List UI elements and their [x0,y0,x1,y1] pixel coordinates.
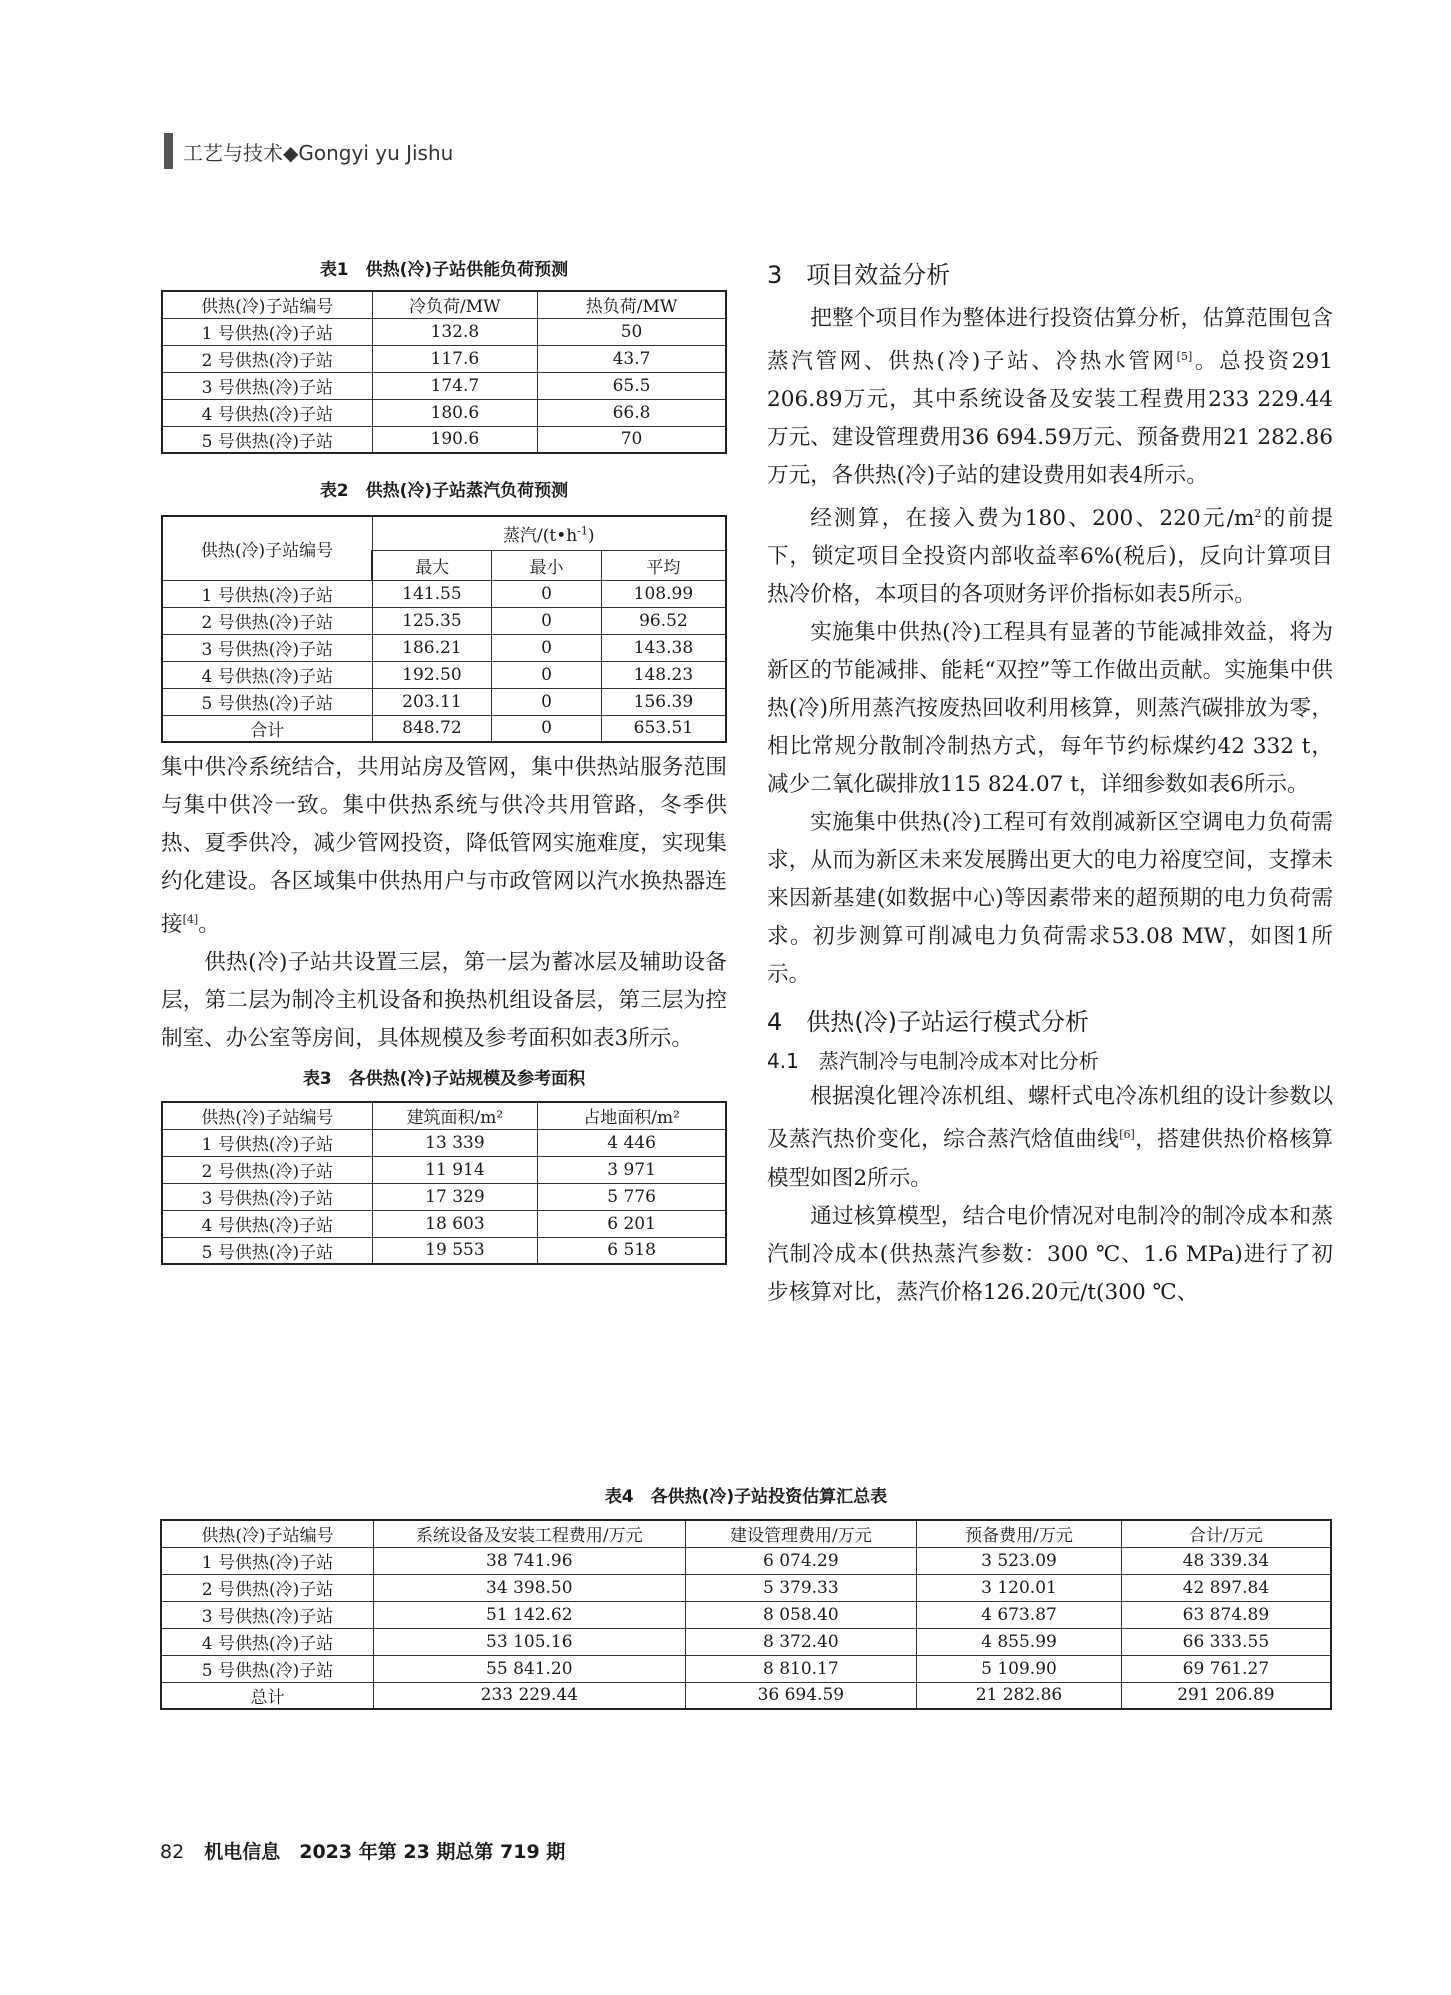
table-cell: 70 [538,426,726,453]
paragraph-text: 的前提下，锁定项目全投资内部收益率6%(税后)，反向计算项目热冷价格，本项目的各项财务评价指标如表5所示。 [767,506,1333,608]
table-cell: 5 号供热(冷)子站 [162,1237,372,1264]
table2-caption: 表2 供热(冷)子站蒸汽负荷预测 [319,481,569,501]
table-header-cell: 最大 [372,550,492,580]
table-cell: 4 673.87 [917,1601,1122,1628]
table-cell: 69 761.27 [1121,1655,1331,1682]
table3 [161,1101,727,1265]
table-cell: 5 379.33 [685,1574,917,1601]
table-cell: 141.55 [372,580,492,607]
table-cell: 3 号供热(冷)子站 [161,1601,374,1628]
table-header-cell: 建设管理费用/万元 [685,1520,917,1547]
table-cell: 0 [492,661,602,688]
citation: [4] [182,913,199,926]
table-row [162,715,726,742]
paragraph [767,300,1333,495]
table-cell: 8 058.40 [685,1601,917,1628]
table-cell: 55 841.20 [374,1655,685,1682]
table-cell: 5 号供热(冷)子站 [162,426,372,453]
table-cell: 1 号供热(冷)子站 [162,1129,372,1156]
table-row [162,1237,726,1264]
paragraph-text: 经测算，在接入费为180、200、220元/m [810,506,1255,532]
table-cell: 13 339 [372,1129,537,1156]
table4-caption: 表4 各供热(冷)子站投资估算汇总表 [604,1487,888,1507]
table-cell: 96.52 [601,607,726,634]
table-cell: 19 553 [372,1237,537,1264]
table-cell: 8 372.40 [685,1628,917,1655]
table-cell: 51 142.62 [374,1601,685,1628]
table-row [162,1129,726,1156]
table-cell: 186.21 [372,634,492,661]
right-column [767,255,1333,1312]
paragraph: 实施集中供热(冷)工程具有显著的节能减排效益，将为新区的节能减排、能耗“双控”等工作做出贡献。实施集中供热(冷)所用蒸汽按废热回收利用核算，则蒸汽碳排放为零，相比常规分散制冷制热方式，每年节约标煤约42 332 t，减少二氧化碳排放115 824.07 t，详细参数如表6所示。 [767,620,1333,798]
table-cell: 203.11 [372,688,492,715]
table-cell: 43.7 [538,345,726,372]
table-cell: 0 [492,580,602,607]
running-header [164,133,453,169]
table-row [162,372,726,399]
table-row [162,1156,726,1183]
table-cell: 1 号供热(冷)子站 [162,318,372,345]
table-cell: 190.6 [372,426,537,453]
table-cell: 53 105.16 [374,1628,685,1655]
table-cell: 180.6 [372,399,537,426]
table-row [161,1628,1331,1655]
table-cell: 2 号供热(冷)子站 [161,1574,374,1601]
table-row [162,426,726,453]
table-cell: 4 号供热(冷)子站 [162,399,372,426]
table-cell: 4 446 [538,1129,726,1156]
table-row [162,580,726,607]
table-cell: 50 [538,318,726,345]
table-cell: 63 874.89 [1121,1601,1331,1628]
table-cell: 38 741.96 [374,1547,685,1574]
table-cell: 653.51 [601,715,726,742]
page-number: 82 [160,1841,185,1863]
table-header-cell: 最小 [492,550,602,580]
table-cell: 36 694.59 [685,1682,917,1709]
table4-block [160,1482,1332,1710]
table-header-cell: 供热(冷)子站编号 [162,291,372,318]
table-cell: 4 号供热(冷)子站 [162,661,372,688]
table-row [162,399,726,426]
table-cell: 233 229.44 [374,1682,685,1709]
table-cell: 4 号供热(冷)子站 [161,1628,374,1655]
table-cell: 2 号供热(冷)子站 [162,607,372,634]
header-group-sup: -1 [577,524,588,538]
table-cell: 48 339.34 [1121,1547,1331,1574]
table-cell: 117.6 [372,345,537,372]
superscript: 2 [1254,507,1262,521]
table-cell: 3 523.09 [917,1547,1122,1574]
table-cell: 66 333.55 [1121,1628,1331,1655]
table-cell: 143.38 [601,634,726,661]
table-header-row [162,291,726,318]
table-cell: 156.39 [601,688,726,715]
table-cell: 3 号供热(冷)子站 [162,1183,372,1210]
paragraph: 通过核算模型，结合电价情况对电制冷的制冷成本和蒸汽制冷成本(供热蒸汽参数：300 ℃、1.6 MPa)进行了初步核算对比，蒸汽价格126.20元/t(300 ℃、 [767,1203,1333,1305]
table-header-group [372,516,726,550]
table-row [161,1655,1331,1682]
table-cell: 合计 [162,715,372,742]
table-row [162,661,726,688]
paragraph-text: 。 [198,912,220,938]
table-header-cell: 系统设备及安装工程费用/万元 [374,1520,685,1547]
table-cell: 5 号供热(冷)子站 [162,688,372,715]
table1-caption: 表1 供热(冷)子站供能负荷预测 [319,260,569,280]
table-row [161,1601,1331,1628]
table-header-cell: 建筑面积/m² [372,1102,537,1129]
left-body-text [161,749,727,1058]
table-row [161,1547,1331,1574]
table-header-cell: 冷负荷/MW [372,291,537,318]
table-cell: 8 810.17 [685,1655,917,1682]
table-cell: 132.8 [372,318,537,345]
table-cell: 17 329 [372,1183,537,1210]
table-row [162,1183,726,1210]
table-cell: 2 号供热(冷)子站 [162,1156,372,1183]
table3-caption: 表3 各供热(冷)子站规模及参考面积 [302,1069,586,1090]
table-cell: 0 [492,634,602,661]
table-header-cell: 热负荷/MW [538,291,726,318]
table-cell: 1 号供热(冷)子站 [162,580,372,607]
header-group-text: 蒸汽/(t•h [503,525,578,546]
table-cell: 3 号供热(冷)子站 [162,372,372,399]
table-cell: 3 971 [538,1156,726,1183]
table-cell: 1 号供热(冷)子站 [161,1547,374,1574]
table-cell: 6 518 [538,1237,726,1264]
table-header-cell: 供热(冷)子站编号 [162,1102,372,1129]
table-cell: 125.35 [372,607,492,634]
paragraph: 实施集中供热(冷)工程可有效削减新区空调电力负荷需求，从而为新区未来发展腾出更大的电力裕度空间，支撑未来因新基建(如数据中心)等因素带来的超预期的电力负荷需求。初步测算可削减电力负荷需求53.08 MW，如图1所示。 [767,810,1333,988]
table-cell: 6 074.29 [685,1547,917,1574]
table-header-cell: 供热(冷)子站编号 [162,516,372,580]
paragraph: 供热(冷)子站共设置三层，第一层为蓄冰层及辅助设备层，第二层为制冷主机设备和换热机组设备层，第三层为控制室、办公室等房间，具体规模及参考面积如表3所示。 [161,950,727,1052]
table-header-cell: 合计/万元 [1121,1520,1331,1547]
paragraph-text: 根据溴化锂冷冻机组、螺杆式电冷冻机组的设计参数以及蒸汽热价变化，综合蒸汽焓值曲线 [767,1084,1333,1153]
header-bar [164,133,173,169]
table-cell: 0 [492,688,602,715]
table-cell: 11 914 [372,1156,537,1183]
table-cell: 174.7 [372,372,537,399]
citation: [6] [1119,1128,1135,1142]
table2 [161,515,727,743]
section-4-title: 4 供热(冷)子站运行模式分析 [767,1008,1089,1037]
left-column [161,255,727,1265]
table-cell: 34 398.50 [374,1574,685,1601]
table-cell: 291 206.89 [1121,1682,1331,1709]
table-cell: 5 776 [538,1183,726,1210]
journal-info: 机电信息 2023 年第 23 期总第 719 期 [204,1841,566,1863]
page-footer [160,1837,565,1864]
header-group-end: ) [587,525,595,546]
table-cell: 3 号供热(冷)子站 [162,634,372,661]
table-cell: 4 号供热(冷)子站 [162,1210,372,1237]
table-cell: 5 号供热(冷)子站 [161,1655,374,1682]
paragraph-text: 把整个项目作为整体进行投资估算分析，估算范围包含蒸汽管网、供热(冷)子站、冷热水管网 [767,306,1333,375]
header-text: 工艺与技术◆Gongyi yu Jishu [183,140,454,165]
table-header-cell: 占地面积/m² [538,1102,726,1129]
paragraph-text: 集中供冷系统结合，共用站房及管网，集中供热站服务范围与集中供冷一致。集中供热系统与供冷共用管路，冬季供热、夏季供冷，减少管网投资，降低管网实施难度，实现集约化建设。各区域集中供热用户与市政管网以汽水换热器连接 [161,755,727,938]
table-header-row [161,1520,1331,1547]
table-cell: 108.99 [601,580,726,607]
table-cell: 18 603 [372,1210,537,1237]
table-row [162,634,726,661]
table-header-row [162,1102,726,1129]
table-cell: 65.5 [538,372,726,399]
table-cell: 4 855.99 [917,1628,1122,1655]
table-cell: 0 [492,607,602,634]
table-cell: 21 282.86 [917,1682,1122,1709]
paragraph [767,1078,1333,1197]
table-cell: 42 897.84 [1121,1574,1331,1601]
table4 [160,1519,1332,1710]
table-cell: 2 号供热(冷)子站 [162,345,372,372]
table-header-cell: 预备费用/万元 [917,1520,1122,1547]
paragraph [767,495,1333,614]
table-row [162,607,726,634]
section-3-title: 3 项目效益分析 [767,261,951,289]
table-cell: 66.8 [538,399,726,426]
table-row [161,1574,1331,1601]
paragraph [161,749,727,944]
table1 [161,290,727,454]
table-cell: 5 109.90 [917,1655,1122,1682]
table-cell: 0 [492,715,602,742]
table-cell: 192.50 [372,661,492,688]
section-4-1-title: 4.1 蒸汽制冷与电制冷成本对比分析 [767,1049,1099,1074]
table-cell: 148.23 [601,661,726,688]
table-row [162,345,726,372]
table-cell: 3 120.01 [917,1574,1122,1601]
citation: [5] [1176,350,1193,363]
table-cell: 848.72 [372,715,492,742]
paragraph-text: 。总投资291 206.89万元，其中系统设备及安装工程费用233 229.44万元、建设管理费用36 694.59万元、预备费用21 282.86万元，各供热(冷)子站的建设费用如表4所示。 [767,349,1333,489]
table-row [162,516,726,550]
table-cell: 6 201 [538,1210,726,1237]
table-header-cell: 平均 [601,550,726,580]
paragraph-text: ，搭建供热价格核算模型如图2所示。 [767,1127,1333,1191]
table-row [161,1682,1331,1709]
table-header-cell: 供热(冷)子站编号 [161,1520,374,1547]
table-cell: 总计 [161,1682,374,1709]
table-row [162,688,726,715]
table-row [162,318,726,345]
table-row [162,1210,726,1237]
